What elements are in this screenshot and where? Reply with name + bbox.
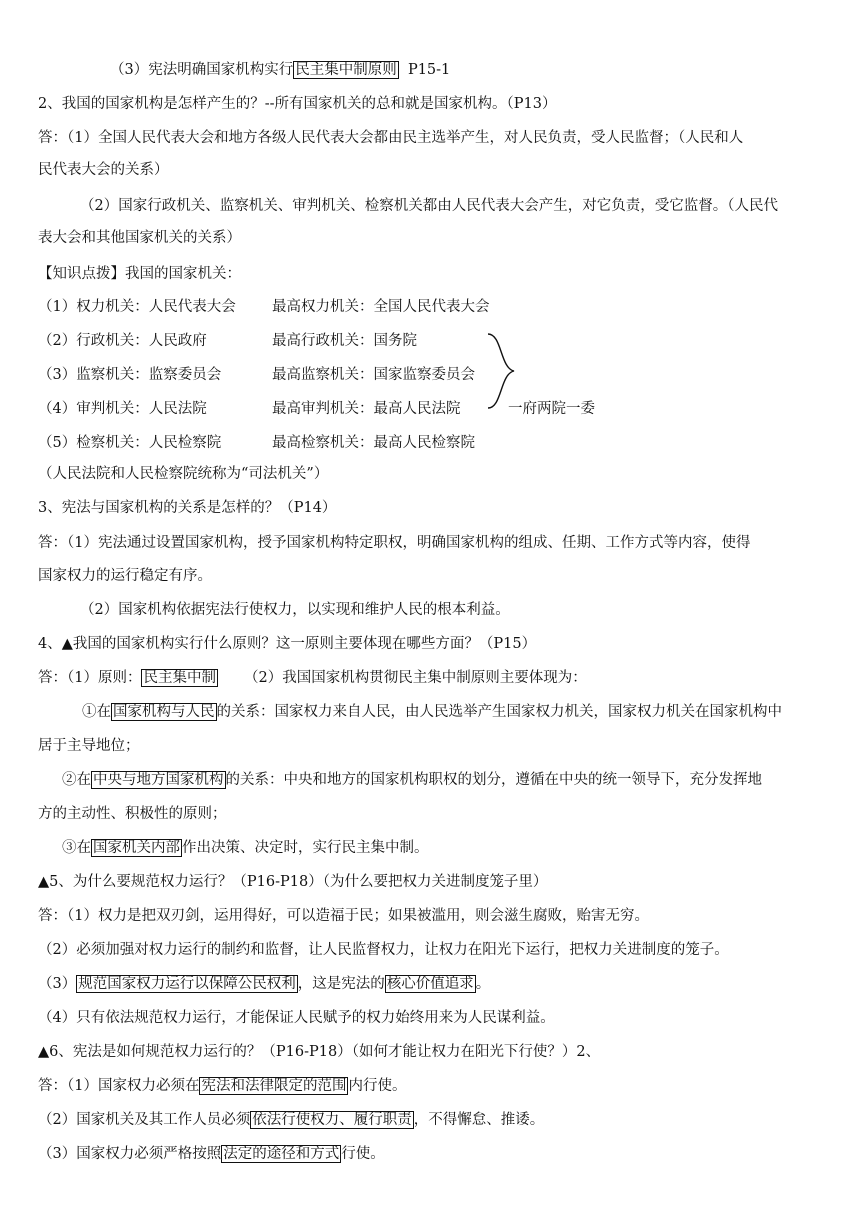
organ-row-left: （2）行政机关：人民政府: [38, 333, 207, 349]
answer-2-line-4: 表大会和其他国家机关的关系）: [38, 230, 241, 246]
organ-row-left: （5）检察机关：人民检察院: [38, 435, 222, 451]
answer-4-point-3: [62, 838, 429, 858]
organ-row-right: 最高权力机关：全国人民代表大会: [272, 299, 490, 315]
organ-row-left: （4）审判机关：人民法院: [38, 401, 207, 417]
answer-5-line-4: （4）只有依法规范权力运行，才能保证人民赋予的权力始终用来为人民谋利益。: [38, 1010, 555, 1026]
knowledge-tip-heading: 【知识点拨】我国的国家机关：: [38, 266, 241, 282]
boxed-keyword: 依法行使权力、履行职责: [252, 1112, 412, 1128]
question-5-heading: ▲5、为什么要规范权力运行？（P16-P18）（为什么要把权力关进制度笼子里）: [38, 874, 548, 890]
organ-row-right: 最高监察机关：国家监察委员会: [272, 367, 475, 383]
line-text: 作出决策、决定时，实行民主集中制。: [182, 840, 429, 856]
judicial-organs-note: （人民法院和人民检察院统称为“司法机关”）: [38, 466, 329, 482]
answer-4-principle: [38, 668, 587, 688]
boxed-keyword: 中央与地方国家机构: [93, 772, 224, 788]
brace-label: 一府两院一委: [508, 401, 595, 417]
question-3-heading: 3、宪法与国家机构的关系是怎样的？（P14）: [38, 500, 337, 516]
answer-4-point-1-cont: 居于主导地位；: [38, 738, 140, 754]
line-text: （3）: [38, 976, 77, 992]
line-text: （3）宪法明确国家机构实行: [110, 62, 294, 78]
line-text: 内行使。: [348, 1078, 407, 1094]
boxed-keyword: 法定的途径和方式: [223, 1146, 340, 1162]
answer-3-line-3: （2）国家机构依据宪法行使权力，以实现和维护人民的根本利益。: [80, 602, 510, 618]
answer-6-line-1: [38, 1076, 406, 1096]
line-text: 答：（1）原则：: [38, 670, 142, 686]
question-6-heading: ▲6、宪法是如何规范权力运行的？（P16-P18）（如何才能让权力在阳光下行使？）2、: [38, 1044, 601, 1060]
organ-row-right: 最高检察机关：最高人民检察院: [272, 435, 475, 451]
line-text: ③在: [62, 840, 91, 856]
question-4-heading: 4、▲我国的国家机构实行什么原则？这一原则主要体现在哪些方面？（P15）: [38, 636, 537, 652]
line-text: 。: [475, 976, 491, 992]
page-ref: P15-1: [398, 62, 451, 78]
answer-5-line-3: [38, 974, 490, 994]
answer-2-line-2: 民代表大会的关系）: [38, 162, 169, 178]
question-2-heading: 2、我国的国家机构是怎样产生的？--所有国家机关的总和就是国家机构。（P13）: [38, 96, 557, 112]
line-text: 的关系：中央和地方的国家机构职权的划分，遵循在中央的统一领导下，充分发挥地: [225, 772, 762, 788]
boxed-keyword: 宪法和法律限定的范围: [201, 1078, 347, 1094]
organ-row-left: （1）权力机关：人民代表大会: [38, 299, 236, 315]
boxed-keyword: 国家机构与人民: [113, 704, 215, 720]
answer-6-line-2: [38, 1110, 544, 1130]
line-text: ①在: [82, 704, 111, 720]
line-text: ②在: [62, 772, 91, 788]
answer-4-point-1: [82, 702, 782, 722]
answer-3-line-1: 答：（1）宪法通过设置国家机构，授予国家机构特定职权，明确国家机构的组成、任期、工作方式等内容，使得: [38, 535, 751, 551]
answer-2-line-3: （2）国家行政机关、监察机关、审判机关、检察机关都由人民代表大会产生，对它负责，受它监督。（人民代: [80, 198, 778, 214]
line-text: （2）国家机关及其工作人员必须: [38, 1112, 251, 1128]
line-text: ，不得懈怠、推诿。: [413, 1112, 545, 1128]
line-text: ，这是宪法的: [297, 976, 385, 992]
constitution-principle-line: [110, 60, 450, 80]
line-text: 答：（1）国家权力必须在: [38, 1078, 200, 1094]
answer-6-line-3: [38, 1144, 385, 1164]
organ-row-right: 最高行政机关：国务院: [272, 333, 417, 349]
answer-2-line-1: 答：（1）全国人民代表大会和地方各级人民代表大会都由民主选举产生，对人民负责，受人民监督；（人民和人: [38, 130, 744, 146]
organ-row-left: （3）监察机关：监察委员会: [38, 367, 222, 383]
boxed-keyword: 规范国家权力运行以保障公民权利: [78, 976, 296, 992]
line-text: （2）我国国家机构贯彻民主集中制原则主要体现为：: [243, 670, 587, 686]
answer-3-line-2: 国家权力的运行稳定有序。: [38, 568, 212, 584]
answer-4-point-2: [62, 770, 762, 790]
answer-5-line-1: 答：（1）权力是把双刃剑，运用得好，可以造福于民；如果被滥用，则会滋生腐败，贻害无穷。: [38, 908, 649, 924]
boxed-keyword: 核心价值追求: [386, 976, 474, 992]
line-text: 行使。: [341, 1146, 385, 1162]
boxed-keyword: 民主集中制原则: [295, 62, 397, 78]
answer-5-line-2: （2）必须加强对权力运行的制约和监督，让人民监督权力，让权力在阳光下运行，把权力关进制度的笼子。: [38, 942, 729, 958]
answer-4-point-2-cont: 方的主动性、积极性的原则；: [38, 806, 227, 822]
boxed-keyword: 国家机关内部: [93, 840, 180, 856]
organ-row-right: 最高审判机关：最高人民法院: [272, 401, 461, 417]
line-text: 的关系：国家权力来自人民，由人民选举产生国家权力机关，国家权力机关在国家机构中: [216, 704, 782, 720]
boxed-keyword: 民主集中制: [143, 670, 216, 686]
line-text: （3）国家权力必须严格按照: [38, 1146, 222, 1162]
